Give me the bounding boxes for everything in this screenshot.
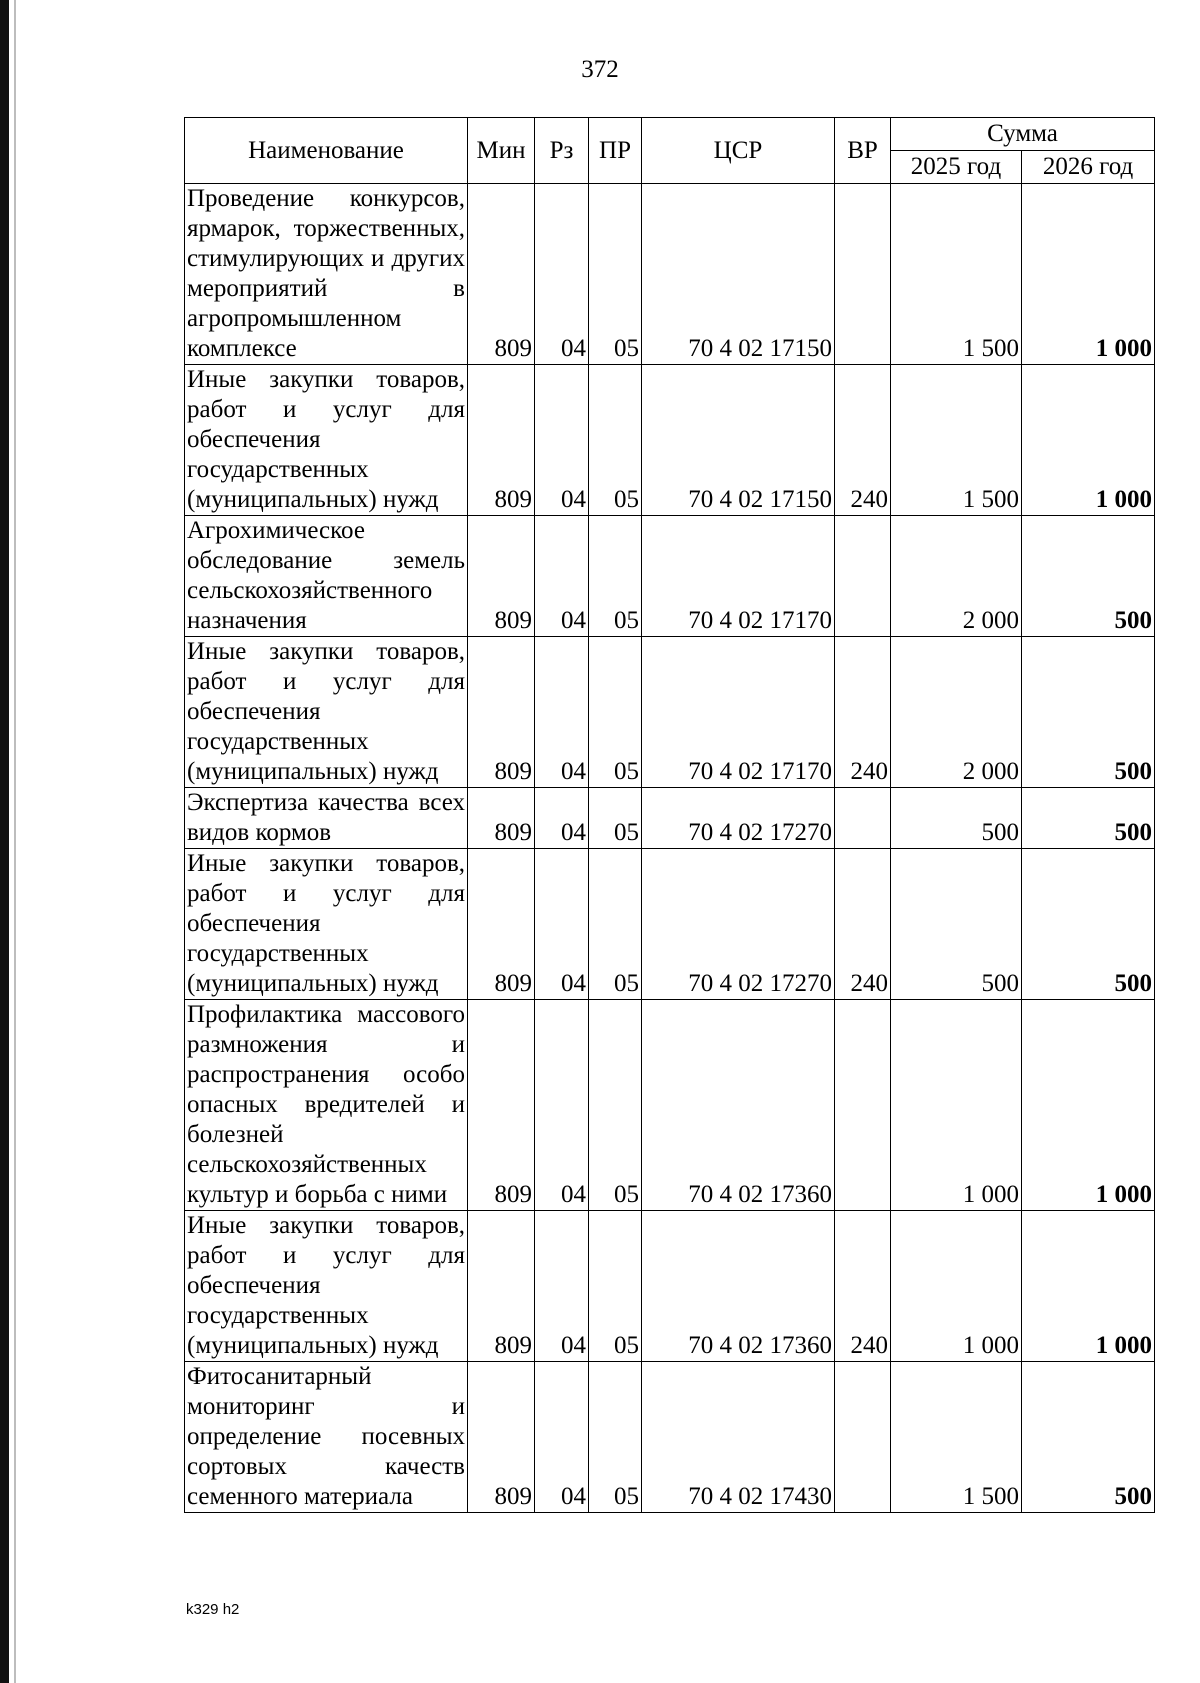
- cell-pr: 05: [589, 1000, 642, 1211]
- header-rz: Рз: [535, 118, 589, 184]
- cell-min: 809: [468, 1000, 535, 1211]
- cell-min: 809: [468, 365, 535, 516]
- table-row: [185, 184, 1155, 365]
- header-min: Мин: [468, 118, 535, 184]
- cell-2026: 1 000: [1022, 184, 1155, 365]
- cell-vr: [835, 1000, 891, 1211]
- header-pr: ПР: [589, 118, 642, 184]
- header-vr: ВР: [835, 118, 891, 184]
- cell-vr: [835, 1362, 891, 1513]
- cell-csr: 70 4 02 17170: [642, 637, 835, 788]
- budget-table: [184, 117, 1155, 1513]
- table-row: [185, 637, 1155, 788]
- table-row: [185, 788, 1155, 849]
- header-2026: 2026 год: [1022, 151, 1155, 184]
- cell-name: Иные закупки товаров, работ и услуг для обеспечения государственных (муниципальных) нужд: [185, 365, 468, 516]
- cell-rz: 04: [535, 1211, 589, 1362]
- cell-2026: 500: [1022, 1362, 1155, 1513]
- cell-2026: 1 000: [1022, 1211, 1155, 1362]
- cell-name: Экспертиза качества всех видов кормов: [185, 788, 468, 849]
- cell-2026: 1 000: [1022, 365, 1155, 516]
- header-name: Наименование: [185, 118, 468, 184]
- cell-vr: 240: [835, 365, 891, 516]
- header-summa: Сумма: [891, 118, 1155, 151]
- cell-min: 809: [468, 184, 535, 365]
- cell-csr: 70 4 02 17270: [642, 849, 835, 1000]
- cell-2025: 1 500: [891, 365, 1022, 516]
- cell-2025: 2 000: [891, 637, 1022, 788]
- cell-2026: 500: [1022, 516, 1155, 637]
- cell-min: 809: [468, 1211, 535, 1362]
- cell-csr: 70 4 02 17150: [642, 184, 835, 365]
- cell-2025: 1 500: [891, 1362, 1022, 1513]
- cell-csr: 70 4 02 17360: [642, 1000, 835, 1211]
- cell-csr: 70 4 02 17270: [642, 788, 835, 849]
- cell-2026: 500: [1022, 637, 1155, 788]
- table-row: [185, 516, 1155, 637]
- page-number: 372: [581, 56, 619, 83]
- cell-rz: 04: [535, 516, 589, 637]
- cell-2026: 1 000: [1022, 1000, 1155, 1211]
- cell-min: 809: [468, 1362, 535, 1513]
- cell-vr: 240: [835, 637, 891, 788]
- cell-csr: 70 4 02 17170: [642, 516, 835, 637]
- footer-code: k329 h2: [186, 1601, 240, 1618]
- cell-vr: 240: [835, 849, 891, 1000]
- cell-pr: 05: [589, 184, 642, 365]
- cell-2025: 1 000: [891, 1000, 1022, 1211]
- cell-csr: 70 4 02 17360: [642, 1211, 835, 1362]
- cell-pr: 05: [589, 1211, 642, 1362]
- cell-name: Агрохимическое обследование земель сельскохозяйственного назначения: [185, 516, 468, 637]
- table-header: [185, 118, 1155, 184]
- cell-min: 809: [468, 516, 535, 637]
- cell-pr: 05: [589, 365, 642, 516]
- cell-rz: 04: [535, 1000, 589, 1211]
- cell-pr: 05: [589, 788, 642, 849]
- cell-2025: 500: [891, 788, 1022, 849]
- cell-rz: 04: [535, 1362, 589, 1513]
- cell-2025: 1 500: [891, 184, 1022, 365]
- cell-csr: 70 4 02 17430: [642, 1362, 835, 1513]
- table-row: [185, 365, 1155, 516]
- cell-min: 809: [468, 788, 535, 849]
- scan-edge: [0, 0, 9, 1683]
- header-2025: 2025 год: [891, 151, 1022, 184]
- table-row: [185, 1211, 1155, 1362]
- cell-2025: 2 000: [891, 516, 1022, 637]
- cell-pr: 05: [589, 516, 642, 637]
- cell-vr: [835, 184, 891, 365]
- cell-name: Проведение конкурсов, ярмарок, торжественных, стимулирующих и других мероприятий в агропромышленном комплексе: [185, 184, 468, 365]
- cell-vr: 240: [835, 1211, 891, 1362]
- cell-vr: [835, 516, 891, 637]
- cell-pr: 05: [589, 849, 642, 1000]
- table-row: [185, 1000, 1155, 1211]
- cell-min: 809: [468, 849, 535, 1000]
- cell-vr: [835, 788, 891, 849]
- cell-pr: 05: [589, 1362, 642, 1513]
- cell-rz: 04: [535, 849, 589, 1000]
- table-row: [185, 1362, 1155, 1513]
- cell-2026: 500: [1022, 849, 1155, 1000]
- cell-rz: 04: [535, 637, 589, 788]
- cell-rz: 04: [535, 184, 589, 365]
- table-body: [185, 184, 1155, 1513]
- cell-2026: 500: [1022, 788, 1155, 849]
- scan-edge-line: [14, 0, 16, 1683]
- cell-min: 809: [468, 637, 535, 788]
- cell-name: Иные закупки товаров, работ и услуг для обеспечения государственных (муниципальных) нужд: [185, 849, 468, 1000]
- cell-pr: 05: [589, 637, 642, 788]
- cell-2025: 1 000: [891, 1211, 1022, 1362]
- table-row: [185, 849, 1155, 1000]
- cell-csr: 70 4 02 17150: [642, 365, 835, 516]
- cell-name: Иные закупки товаров, работ и услуг для обеспечения государственных (муниципальных) нужд: [185, 1211, 468, 1362]
- cell-rz: 04: [535, 365, 589, 516]
- cell-name: Фитосанитарный мониторинг и определение посевных сортовых качеств семенного материала: [185, 1362, 468, 1513]
- cell-rz: 04: [535, 788, 589, 849]
- cell-2025: 500: [891, 849, 1022, 1000]
- header-row: [185, 118, 1155, 151]
- cell-name: Иные закупки товаров, работ и услуг для обеспечения государственных (муниципальных) нужд: [185, 637, 468, 788]
- header-csr: ЦСР: [642, 118, 835, 184]
- cell-name: Профилактика массового размножения и распространения особо опасных вредителей и болезней сельскохозяйственных культур и борьба с ними: [185, 1000, 468, 1211]
